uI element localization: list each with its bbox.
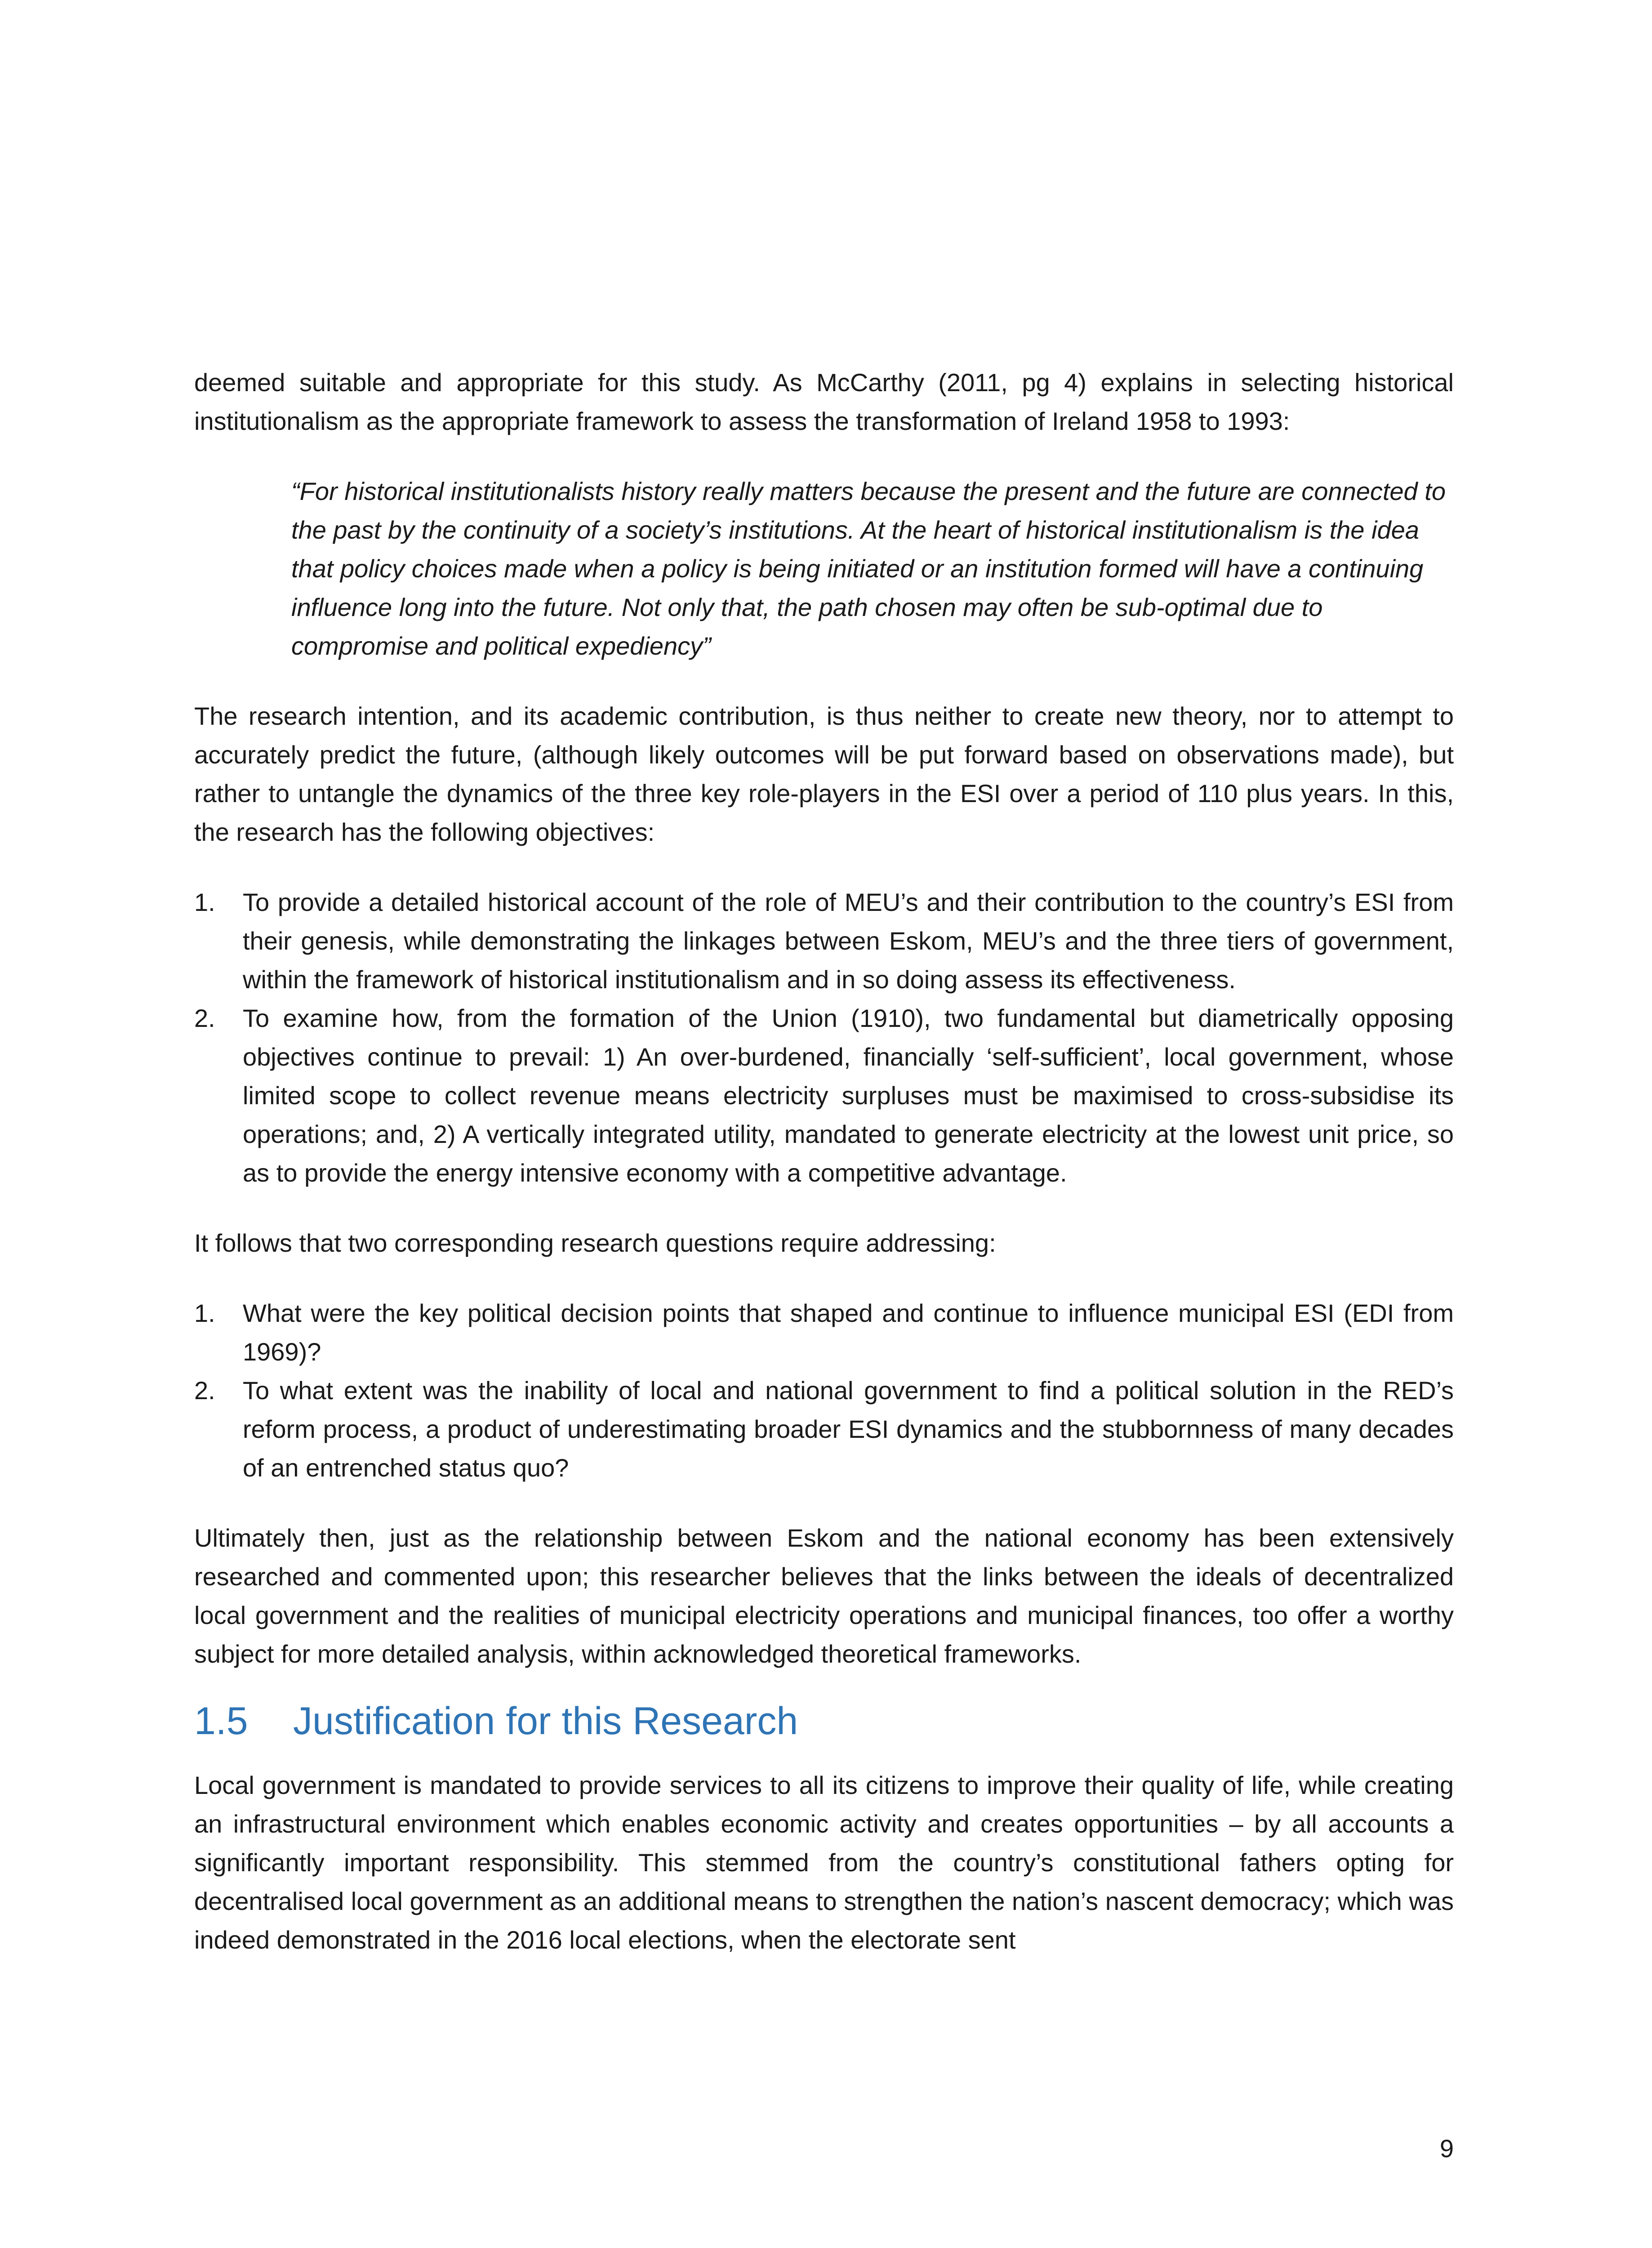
list-item: [194, 1294, 1454, 1371]
list-item-text: To examine how, from the formation of the Union (1910), two fundamental but diametrically opposing objectives continue to prevail: 1) An over-burdened, financially ‘self-sufficient’, local government, whose limited scope to collect revenue means electricity surpluses must be maximised to cross-subsidise its operations; and, 2) A vertically integrated utility, mandated to generate electricity at the lowest unit price, so as to provide the energy intensive economy with a competitive advantage.: [243, 1004, 1454, 1187]
page-body: [194, 363, 1454, 1959]
list-item-text: What were the key political decision points that shaped and continue to influence municipal ESI (EDI from 1969)?: [243, 1299, 1454, 1366]
list-item: [194, 883, 1454, 999]
intro-paragraph: deemed suitable and appropriate for this study. As McCarthy (2011, pg 4) explains in selecting historical institutionalism as the appropriate framework to assess the transformation of Ireland 1958 to 1993:: [194, 368, 1454, 435]
list-item: [194, 1371, 1454, 1487]
block-quote: “For historical institutionalists history really matters because the present and the future are connected to the past by the continuity of a society’s institutions. At the heart of historical institutionalism is the idea that policy choices made when a policy is being initiated or an institution formed will have a continuing influence long into the future. Not only that, the path chosen may often be sub-optimal due to compromise and political expediency”: [291, 477, 1446, 660]
objectives-list: [194, 883, 1454, 1192]
list-item-text: To provide a detailed historical account of the role of MEU’s and their contribution to the country’s ESI from their genesis, while demonstrating the linkages between Eskom, MEU’s and the three tiers of government, within the framework of historical institutionalism and in so doing assess its effectiveness.: [243, 888, 1454, 994]
research-questions-intro: It follows that two corresponding research questions require addressing:: [194, 1229, 996, 1257]
page-number: 9: [1439, 2134, 1454, 2163]
list-item-number: 2.: [194, 1376, 215, 1405]
list-item-text: To what extent was the inability of local and national government to find a political solution in the RED’s reform process, a product of underestimating broader ESI dynamics and the stubbornness of many decades of an entrenched status quo?: [243, 1376, 1454, 1482]
section-number: 1.5: [194, 1699, 248, 1743]
list-item-number: 2.: [194, 1004, 215, 1032]
conclusion-paragraph: Ultimately then, just as the relationship between Eskom and the national economy has been extensively researched and commented upon; this researcher believes that the links between the ideals of decentralized local government and the realities of municipal electricity operations and municipal finances, too offer a worthy subject for more detailed analysis, within acknowledged theoretical frameworks.: [194, 1524, 1454, 1668]
research-intention-paragraph: The research intention, and its academic contribution, is thus neither to create new theory, nor to attempt to accurately predict the future, (although likely outcomes will be put forward based on observations made), but rather to untangle the dynamics of the three key role-players in the ESI over a period of 110 plus years. In this, the research has the following objectives:: [194, 702, 1454, 846]
questions-list: [194, 1294, 1454, 1487]
justification-paragraph: Local government is mandated to provide services to all its citizens to improve their quality of life, while creating an infrastructural environment which enables economic activity and creates opportunities – by all accounts a significantly important responsibility. This stemmed from the country’s constitutional fathers opting for decentralised local government as an additional means to strengthen the nation’s nascent democracy; which was indeed demonstrated in the 2016 local elections, when the electorate sent: [194, 1771, 1454, 1954]
section-heading: [194, 1694, 1454, 1748]
section-title: Justification for this Research: [293, 1699, 798, 1743]
list-item-number: 1.: [194, 888, 215, 916]
list-item-number: 1.: [194, 1299, 215, 1327]
list-item: [194, 999, 1454, 1192]
